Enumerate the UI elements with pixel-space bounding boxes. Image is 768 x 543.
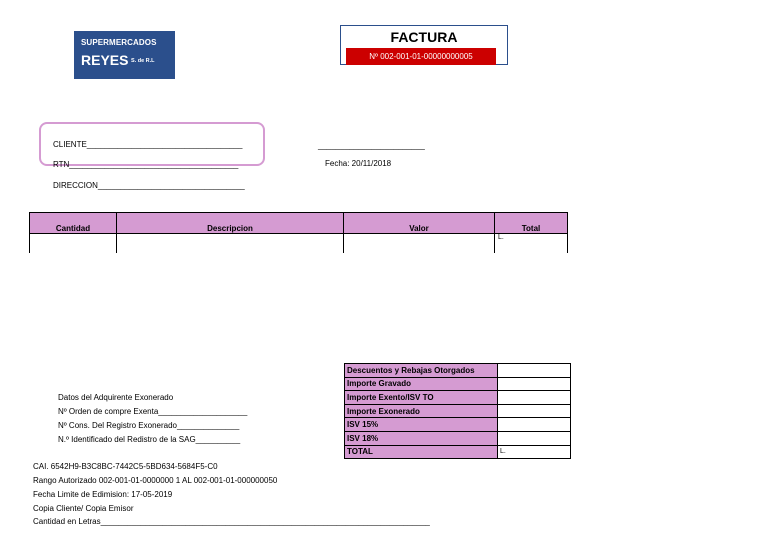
table-row bbox=[30, 234, 568, 254]
cai-text: CAI. 6542H9-B3C8BC-7442C5-5BD634-5684F5-C0 bbox=[33, 462, 218, 471]
totals-label: Importe Exento/ISV TO bbox=[345, 391, 498, 405]
header-total: Total bbox=[495, 213, 568, 234]
items-header-row bbox=[30, 213, 568, 234]
direccion-field: DIRECCION_________________________________ bbox=[53, 181, 245, 190]
exonerado-title: Datos del Adquirente Exonerado bbox=[58, 393, 174, 402]
header-valor: Valor bbox=[344, 213, 495, 234]
totals-row bbox=[345, 418, 571, 432]
registro-sag-field: N.º Identificado del Redistro de la SAG__________ bbox=[58, 435, 241, 444]
totals-value bbox=[498, 364, 571, 378]
blank-line-field: ________________________ bbox=[318, 141, 425, 150]
totals-row bbox=[345, 377, 571, 391]
logo-line-2: REYES bbox=[81, 52, 129, 68]
totals-value bbox=[498, 431, 571, 445]
totals-row bbox=[345, 431, 571, 445]
totals-value: L. bbox=[498, 445, 571, 459]
totals-row bbox=[345, 404, 571, 418]
logo-line-3: S. de R.L bbox=[131, 58, 155, 64]
invoice-title: FACTURA bbox=[390, 29, 458, 45]
totals-row bbox=[345, 364, 571, 378]
items-table bbox=[29, 212, 568, 253]
registro-exonerado-field: Nº Cons. Del Registro Exonerado______________ bbox=[58, 421, 240, 430]
cantidad-letras-field: Cantidad en Letras__________________________________________________________________________ bbox=[33, 517, 430, 526]
totals-value bbox=[498, 404, 571, 418]
totals-label: Importe Exonerado bbox=[345, 404, 498, 418]
logo-line-1: SUPERMERCADOS bbox=[81, 38, 157, 47]
totals-value bbox=[498, 391, 571, 405]
cell-cantidad bbox=[30, 234, 117, 254]
totals-table bbox=[344, 363, 571, 459]
totals-label: ISV 15% bbox=[345, 418, 498, 432]
cell-descripcion bbox=[117, 234, 344, 254]
header-cantidad: Cantidad bbox=[30, 213, 117, 234]
totals-row bbox=[345, 391, 571, 405]
totals-label: Importe Gravado bbox=[345, 377, 498, 391]
rango-autorizado: Rango Autorizado 002-001-01-0000000 1 AL 002-001-01-000000050 bbox=[33, 476, 278, 485]
totals-value bbox=[498, 418, 571, 432]
totals-row bbox=[345, 445, 571, 459]
fecha-limite: Fecha Limite de Edimision: 17-05-2019 bbox=[33, 490, 173, 499]
client-field: CLIENTE___________________________________ bbox=[53, 140, 243, 149]
totals-label: ISV 18% bbox=[345, 431, 498, 445]
invoice-number: Nº 002-001-01-00000000005 bbox=[346, 48, 496, 65]
invoice-header bbox=[340, 25, 508, 65]
orden-exenta-field: Nº Orden de compre Exenta____________________ bbox=[58, 407, 248, 416]
copia-text: Copia Cliente/ Copia Emisor bbox=[33, 504, 134, 513]
invoice-date: Fecha: 20/11/2018 bbox=[325, 159, 392, 168]
cell-valor bbox=[344, 234, 495, 254]
company-logo bbox=[74, 31, 175, 79]
totals-label: TOTAL bbox=[345, 445, 498, 459]
totals-label: Descuentos y Rebajas Otorgados bbox=[345, 364, 498, 378]
header-descripcion: Descripcion bbox=[117, 213, 344, 234]
totals-value bbox=[498, 377, 571, 391]
cell-total: L. bbox=[495, 234, 568, 254]
rtn-field: RTN______________________________________ bbox=[53, 160, 239, 169]
